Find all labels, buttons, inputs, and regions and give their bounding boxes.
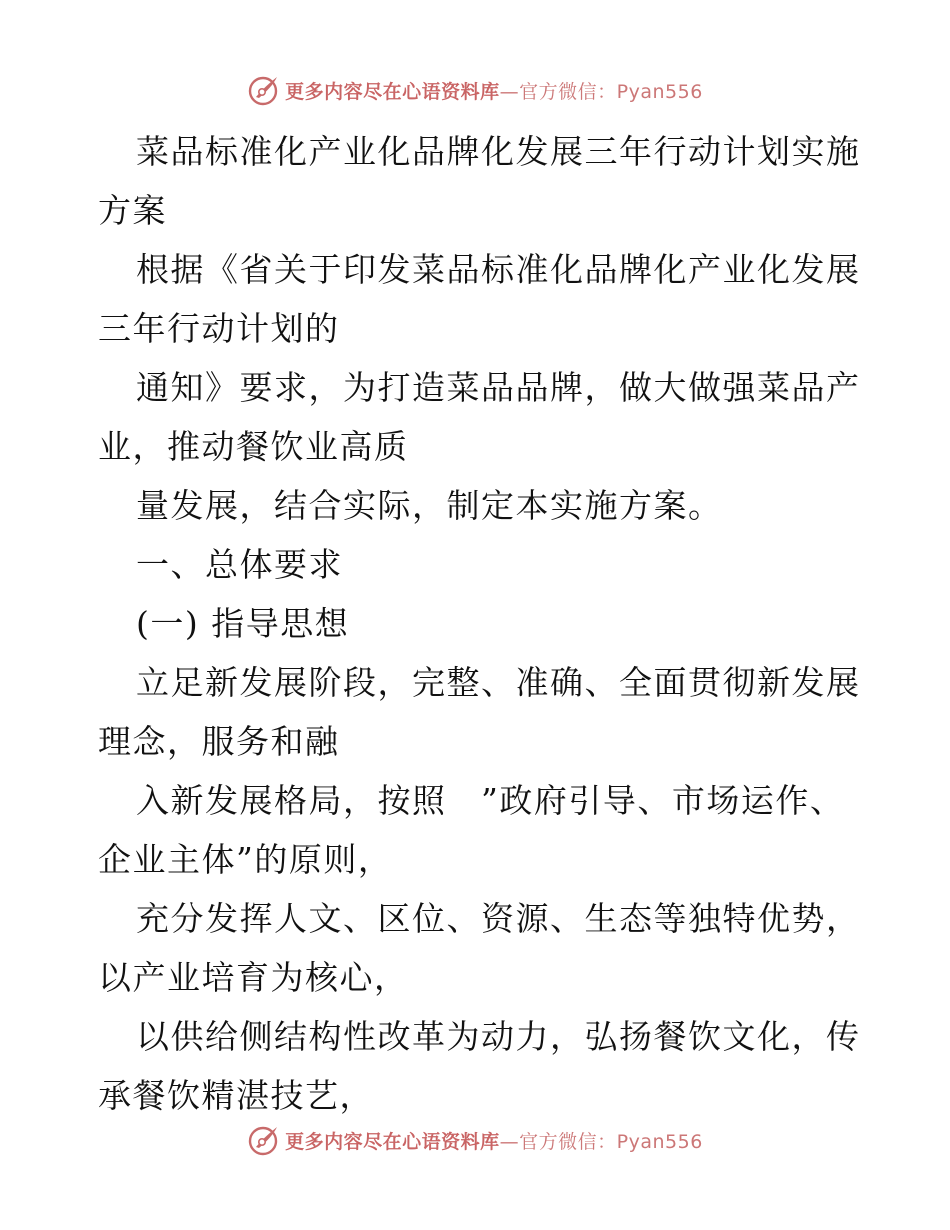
quill-seal-icon xyxy=(247,1123,281,1157)
document-line: 入新发展格局，按照 ”政府引导、市场运作、 xyxy=(136,781,845,820)
document-line: 菜品标准化产业化品牌化发展三年行动计划实施 xyxy=(136,132,861,171)
document-line: 立足新发展阶段，完整、准确、全面贯彻新发展 xyxy=(136,663,861,702)
watermark-separator: — xyxy=(499,80,520,103)
watermark-wechat-text: 官方微信：Pyan556 xyxy=(519,80,703,103)
document-line: 企业主体”的原则， xyxy=(98,840,393,879)
document-line: 三年行动计划的 xyxy=(98,309,340,348)
section-heading: 一、总体要求 xyxy=(136,545,343,584)
document-line: 根据《省关于印发菜品标准化品牌化产业化发展 xyxy=(136,250,861,289)
watermark-text xyxy=(285,77,703,104)
watermark-text xyxy=(285,1127,703,1154)
subsection-heading: (一) 指导思想 xyxy=(136,604,350,643)
document-line: 方案 xyxy=(98,191,167,230)
document-line: 业，推动餐饮业高质 xyxy=(98,427,409,466)
watermark-wechat-text: 官方微信：Pyan556 xyxy=(519,1130,703,1153)
footer-watermark-banner xyxy=(0,1120,950,1160)
quill-seal-icon xyxy=(247,73,281,107)
document-line: 充分发挥人文、区位、资源、生态等独特优势， xyxy=(136,899,861,938)
watermark-main-text: 更多内容尽在心语资料库 xyxy=(285,80,500,103)
watermark-main-text: 更多内容尽在心语资料库 xyxy=(285,1130,500,1153)
document-body xyxy=(98,122,861,1125)
document-line: 通知》要求，为打造菜品品牌，做大做强菜品产 xyxy=(136,368,861,407)
header-watermark-banner xyxy=(0,70,950,110)
document-line: 以产业培育为核心， xyxy=(98,958,409,997)
document-line: 承餐饮精湛技艺， xyxy=(98,1076,374,1115)
watermark-separator: — xyxy=(499,1130,520,1153)
document-line: 以供给侧结构性改革为动力，弘扬餐饮文化，传 xyxy=(136,1017,861,1056)
document-line: 理念，服务和融 xyxy=(98,722,340,761)
document-line: 量发展，结合实际，制定本实施方案。 xyxy=(136,486,723,525)
